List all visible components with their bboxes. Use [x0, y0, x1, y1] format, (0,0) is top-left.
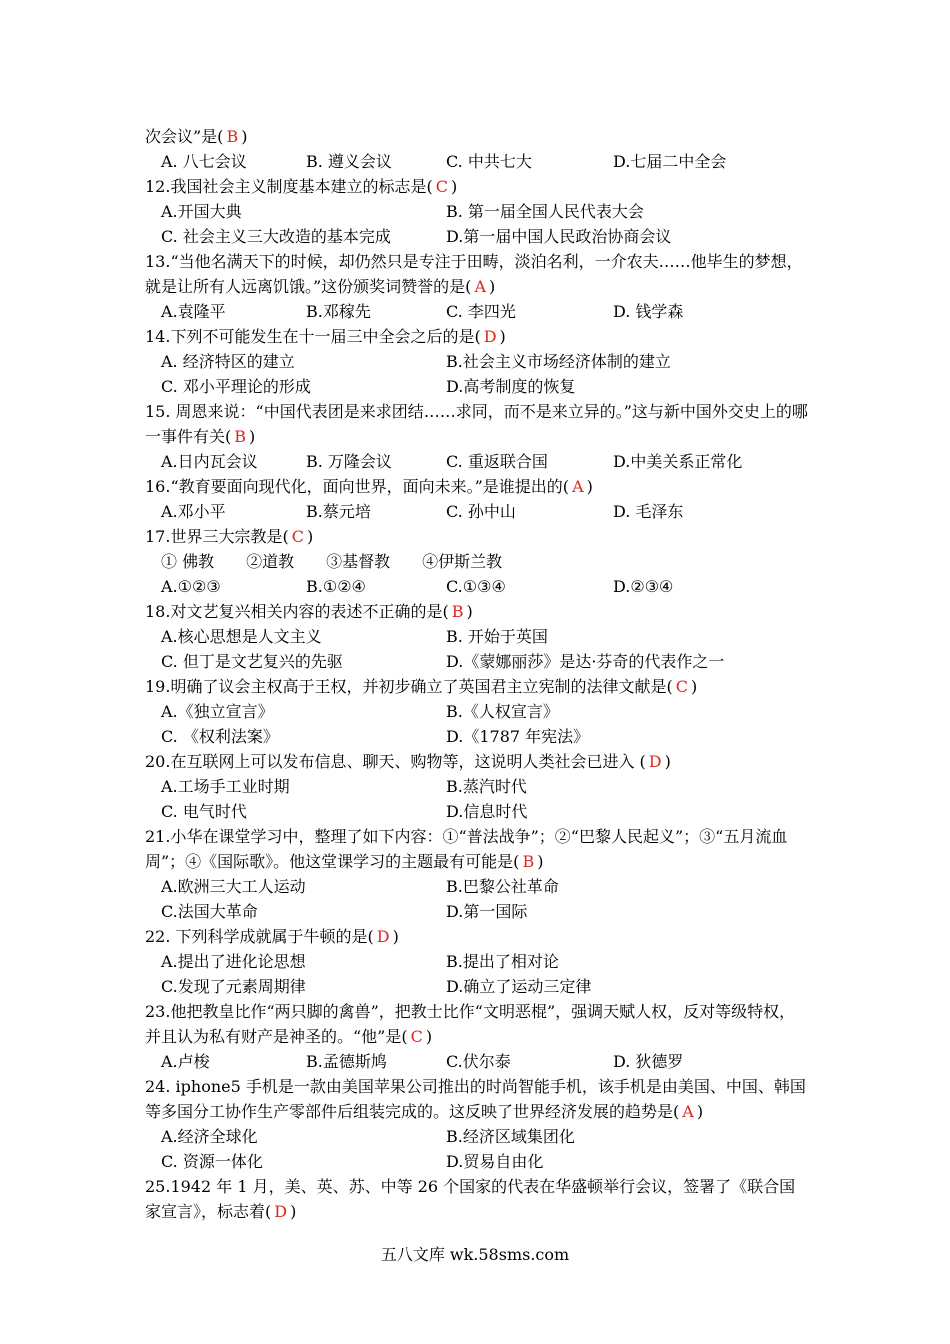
- answer-mark: C: [291, 527, 304, 546]
- option: C. 电气时代: [161, 802, 247, 821]
- question-list: [145, 124, 810, 1224]
- options-row: [145, 724, 810, 749]
- answer-mark: B: [226, 127, 239, 146]
- stem-text: 12.我国社会主义制度基本建立的标志是(: [145, 177, 433, 196]
- option: C. 《权利法案》: [161, 727, 279, 746]
- option: A. 八七会议: [161, 152, 247, 171]
- option: C. 重返联合国: [446, 452, 548, 471]
- answer-mark: D: [648, 752, 662, 771]
- option: C. 社会主义三大改造的基本完成: [161, 227, 391, 246]
- option: B. 第一届全国人民代表大会: [446, 202, 644, 221]
- options-row: [145, 374, 810, 399]
- option: D.第一国际: [446, 902, 528, 921]
- answer-mark: D: [376, 927, 390, 946]
- option: B.邓稼先: [306, 302, 371, 321]
- question-24: [145, 1074, 810, 1174]
- stem-text: 21.小华在课堂学习中，整理了如下内容：①“普法战争”；②“巴黎人民起义”；③“五月流血周”；④《国际歌》。他这堂课学习的主题最有可能是(: [145, 827, 788, 871]
- question-20: [145, 749, 810, 824]
- stem-text: 25.1942 年 1 月，美、英、苏、中等 26 个国家的代表在华盛顿举行会议，签署了《联合国家宣言》，标志着(: [145, 1177, 796, 1221]
- stem-close: ): [537, 852, 544, 871]
- option: C.法国大革命: [161, 902, 258, 921]
- answer-mark: B: [451, 602, 464, 621]
- option: D.确立了运动三定律: [446, 977, 592, 996]
- stem-close: ): [499, 327, 506, 346]
- stem-close: ): [306, 527, 314, 546]
- option: A.《独立宣言》: [161, 702, 274, 721]
- option: D.《1787 年宪法》: [446, 727, 590, 746]
- option: D.第一届中国人民政治协商会议: [446, 227, 672, 246]
- option: C.①③④: [446, 577, 506, 596]
- answer-mark: D: [274, 1202, 288, 1221]
- option: C. 邓小平理论的形成: [161, 377, 311, 396]
- option: A.①②③: [161, 577, 221, 596]
- answer-mark: A: [682, 1102, 694, 1121]
- stem-close: ): [696, 1102, 704, 1121]
- stem-text: 20.在互联网上可以发布信息、聊天、购物等，这说明人类社会已进入 (: [145, 752, 646, 771]
- options-row: [145, 499, 810, 524]
- option: B.巴黎公社革命: [446, 877, 559, 896]
- question-12: [145, 174, 810, 249]
- answer-mark: B: [234, 427, 247, 446]
- answer-mark: C: [675, 677, 688, 696]
- option: A.核心思想是人文主义: [161, 627, 322, 646]
- option: B.①②④: [306, 577, 366, 596]
- option: B.孟德斯鸠: [306, 1052, 387, 1071]
- stem-close: ): [249, 427, 256, 446]
- option: D.高考制度的恢复: [446, 377, 576, 396]
- option: C. 资源一体化: [161, 1152, 263, 1171]
- option: B.蒸汽时代: [446, 777, 527, 796]
- options-row: [145, 1149, 810, 1174]
- option: A.经济全球化: [161, 1127, 258, 1146]
- question-stem: [145, 1174, 810, 1224]
- options-row: [145, 799, 810, 824]
- answer-mark: B: [522, 852, 535, 871]
- option: B.经济区域集团化: [446, 1127, 575, 1146]
- stem-text: 14.下列不可能发生在十一届三中全会之后的是(: [145, 327, 481, 346]
- stem-text: 16.“教育要面向现代化，面向世界，面向未来。”是谁提出的(: [145, 477, 570, 496]
- options-row: [145, 449, 810, 474]
- option: C. 中共七大: [446, 152, 532, 171]
- option: A.欧洲三大工人运动: [161, 877, 306, 896]
- question-sub-items: ① 佛教 ②道教 ③基督教 ④伊斯兰教: [161, 552, 503, 571]
- options-row: [145, 974, 810, 999]
- options-row: [145, 624, 810, 649]
- stem-close: ): [425, 1027, 433, 1046]
- question-stem: [145, 749, 810, 774]
- question-stem: [145, 1074, 810, 1124]
- option: D. 毛泽东: [613, 502, 684, 521]
- option: D.《蒙娜丽莎》是达·芬奇的代表作之一: [446, 652, 725, 671]
- option: B. 遵义会议: [306, 152, 392, 171]
- page-footer: 五八文库 wk.58sms.com: [380, 1245, 570, 1264]
- option: A.日内瓦会议: [161, 452, 258, 471]
- stem-close: ): [489, 277, 496, 296]
- options-row: [145, 149, 810, 174]
- stem-text: 17.世界三大宗教是(: [145, 527, 289, 546]
- stem-close: ): [392, 927, 399, 946]
- option: B.提出了相对论: [446, 952, 559, 971]
- stem-close: ): [466, 602, 473, 621]
- question-stem: [145, 399, 810, 449]
- option: B.蔡元培: [306, 502, 371, 521]
- question-25: [145, 1174, 810, 1224]
- option: B. 万隆会议: [306, 452, 392, 471]
- options-row: [145, 299, 810, 324]
- option: D.中美关系正常化: [613, 452, 743, 471]
- stem-close: ): [690, 677, 698, 696]
- question-15: [145, 399, 810, 474]
- stem-close: ): [241, 127, 248, 146]
- stem-text: 15. 周恩来说：“中国代表团是来求团结……求同，而不是来立异的。”这与新中国外交史上的哪一事件有关(: [145, 402, 808, 446]
- options-row: [145, 774, 810, 799]
- stem-text: 18.对文艺复兴相关内容的表述不正确的是(: [145, 602, 449, 621]
- question-23: [145, 999, 810, 1074]
- stem-text: 23.他把教皇比作“两只脚的禽兽”，把教士比作“文明恶棍”，强调天赋人权，反对等级特权，并且认为私有财产是神圣的。“他”是(: [145, 1002, 796, 1046]
- stem-close: ): [664, 752, 671, 771]
- option: A. 经济特区的建立: [161, 352, 295, 371]
- options-row: [145, 199, 810, 224]
- options-row: [145, 224, 810, 249]
- option: D.七届二中全会: [613, 152, 727, 171]
- answer-mark: C: [410, 1027, 423, 1046]
- answer-mark: D: [483, 327, 497, 346]
- question-19: [145, 674, 810, 749]
- question-22: [145, 924, 810, 999]
- option: C.伏尔泰: [446, 1052, 511, 1071]
- option: D. 狄德罗: [613, 1052, 684, 1071]
- option: A.邓小平: [161, 502, 226, 521]
- option: D.贸易自由化: [446, 1152, 544, 1171]
- stem-text: 22. 下列科学成就属于牛顿的是(: [145, 927, 374, 946]
- options-row: [145, 874, 810, 899]
- stem-text: 13.“当他名满天下的时候，却仍然只是专注于田畴，淡泊名利，一介农夫……他毕生的梦想，就是让所有人远离饥饿。”这份颁奖词赞誉的是(: [145, 252, 803, 296]
- question-stem: [145, 249, 810, 299]
- stem-close: ): [586, 477, 593, 496]
- options-row: [145, 1124, 810, 1149]
- question-16: [145, 474, 810, 524]
- option: D.信息时代: [446, 802, 528, 821]
- stem-text: 次会议”是(: [145, 127, 224, 146]
- question-14: [145, 324, 810, 399]
- answer-mark: A: [474, 277, 486, 296]
- question-stem: [145, 674, 810, 699]
- question-stem: [145, 324, 810, 349]
- question-stem: [145, 524, 810, 549]
- option: C. 李四光: [446, 302, 516, 321]
- options-row: [145, 349, 810, 374]
- option: B.《人权宣言》: [446, 702, 559, 721]
- option: D.②③④: [613, 577, 674, 596]
- option: B. 开始于英国: [446, 627, 548, 646]
- stem-close: ): [450, 177, 458, 196]
- question-stem: [145, 474, 810, 499]
- option: A.卢梭: [161, 1052, 210, 1071]
- option: D. 钱学森: [613, 302, 684, 321]
- answer-mark: C: [435, 177, 448, 196]
- question-stem: [145, 924, 810, 949]
- stem-text: 24. iphone5 手机是一款由美国苹果公司推出的时尚智能手机，该手机是由美国、中国、韩国等多国分工协作生产零部件后组装完成的。这反映了世界经济发展的趋势是(: [145, 1077, 806, 1121]
- option: A.工场手工业时期: [161, 777, 290, 796]
- options-row: [145, 949, 810, 974]
- option: C. 但丁是文艺复兴的先驱: [161, 652, 343, 671]
- question-stem: [145, 824, 810, 874]
- question-13: [145, 249, 810, 324]
- question-stem: [145, 174, 810, 199]
- question-21: [145, 824, 810, 924]
- option: A.袁隆平: [161, 302, 226, 321]
- stem-text: 19.明确了议会主权高于王权，并初步确立了英国君主立宪制的法律文献是(: [145, 677, 673, 696]
- options-row: [145, 649, 810, 674]
- option: B.社会主义市场经济体制的建立: [446, 352, 671, 371]
- options-row: [145, 1049, 810, 1074]
- question-stem: [145, 599, 810, 624]
- options-row: [145, 699, 810, 724]
- option: A.开国大典: [161, 202, 242, 221]
- options-row: [145, 574, 810, 599]
- question-17: [145, 524, 810, 599]
- question-stem: [145, 999, 810, 1049]
- option: C. 孙中山: [446, 502, 516, 521]
- answer-mark: A: [572, 477, 584, 496]
- options-row: [145, 899, 810, 924]
- stem-close: ): [290, 1202, 297, 1221]
- question-11: [145, 124, 810, 174]
- option: A.提出了进化论思想: [161, 952, 306, 971]
- question-stem: [145, 124, 810, 149]
- question-18: [145, 599, 810, 674]
- option: C.发现了元素周期律: [161, 977, 306, 996]
